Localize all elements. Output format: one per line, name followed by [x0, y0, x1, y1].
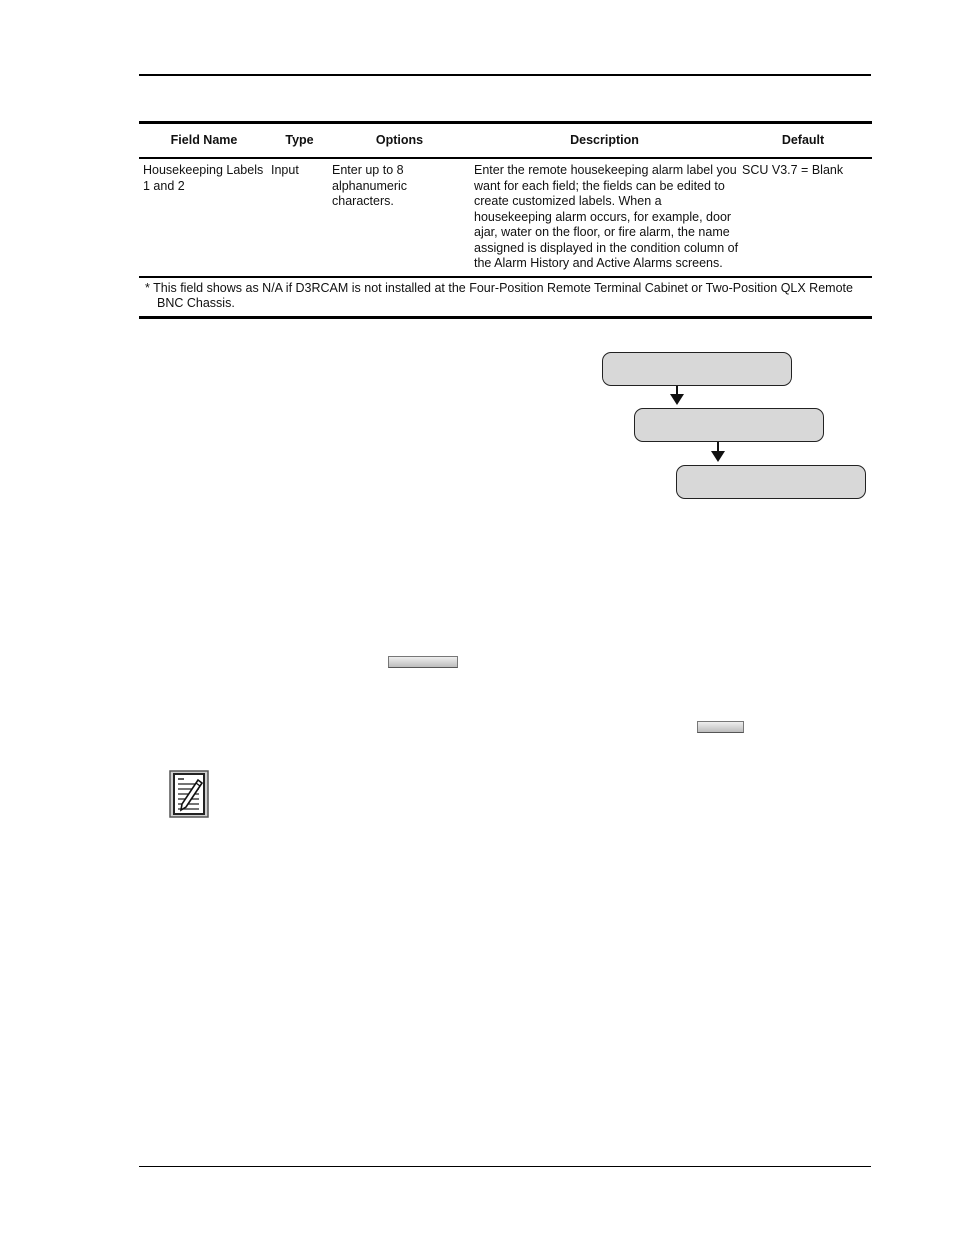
field-reference-table — [139, 121, 872, 319]
footer-rule — [139, 1166, 871, 1167]
header-default: Default — [781, 132, 825, 147]
header-type: Type — [285, 132, 314, 147]
header-field-name: Field Name — [170, 132, 238, 147]
note-pencil-icon-graphic — [169, 770, 209, 818]
field-name-text: Housekeeping Labels 1 and 2 — [143, 163, 264, 193]
screen-button-2[interactable] — [697, 721, 744, 733]
cell-field-name — [139, 163, 269, 272]
table-row — [139, 159, 872, 278]
note-pencil-icon — [169, 770, 209, 818]
menu-path-box-3 — [676, 465, 866, 499]
cell-options: Enter up to 8 alphanumeric characters. — [332, 163, 408, 208]
footnote-text: * This field shows as N/A if D3RCAM is not installed at the Four-Position Remote Terminal Cabinet or Two-Position QLX Remote BNC Chassis. — [145, 280, 853, 310]
menu-path-arrow-2 — [717, 442, 719, 452]
menu-path-box-1 — [602, 352, 792, 386]
cell-default: SCU V3.7 = Blank — [742, 163, 844, 177]
screen-button-1[interactable] — [388, 656, 458, 668]
table-header — [139, 124, 872, 159]
cell-type: Input — [271, 163, 299, 177]
header-rule — [139, 74, 871, 76]
header-options: Options — [375, 132, 424, 147]
table-footnote — [139, 278, 872, 316]
menu-path-box-2 — [634, 408, 824, 442]
cell-description: Enter the remote housekeeping alarm label you want for each field; the fields can be edited to create customized labels. When a housekeeping alarm occurs, for example, door ajar, water on the floor, or fire alarm, the name assigned is displayed in the condition column of the Alarm History and Active Alarms screens. — [474, 163, 739, 270]
menu-path-arrow-1 — [676, 386, 678, 395]
header-description: Description — [570, 132, 639, 147]
